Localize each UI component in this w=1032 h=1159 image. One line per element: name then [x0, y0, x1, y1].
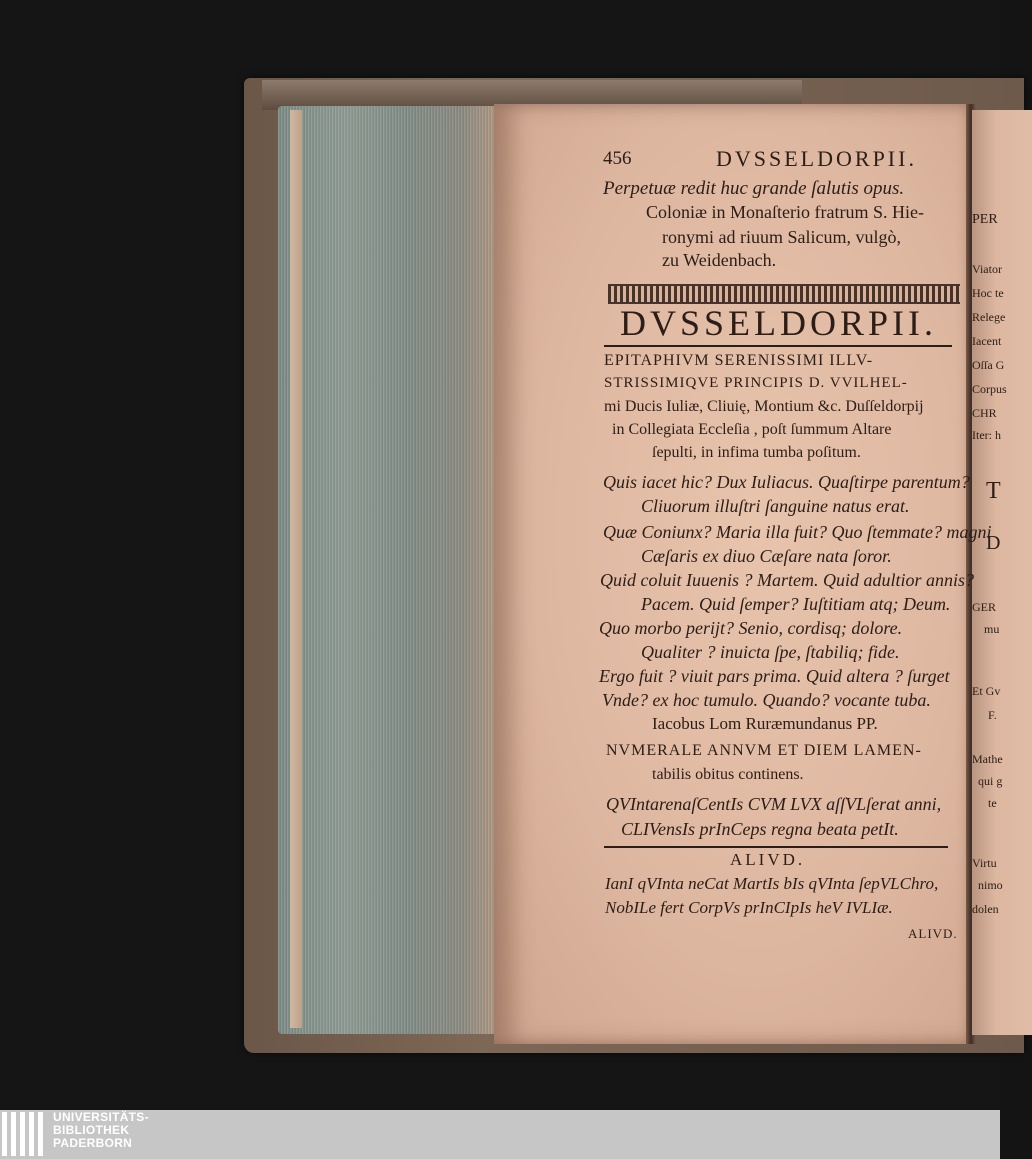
text-line: ronymi ad riuum Salicum, vulgò,: [662, 227, 901, 247]
facing-page-text: GER: [972, 600, 996, 614]
facing-page-text: dolen: [972, 902, 999, 916]
verse-line: Cæſaris ex diuo Cæſare nata ſoror.: [641, 546, 892, 566]
facing-page-text: Virtu: [972, 856, 997, 870]
signature-line: Iacobus Lom Ruræmundanus PP.: [652, 714, 878, 733]
facing-page-text: T: [986, 478, 1001, 504]
epitaph-heading-line: STRISSIMIQVE PRINCIPIS D. VVILHEL-: [604, 375, 908, 391]
aliud-heading: ALIVD.: [730, 850, 806, 869]
library-logo-icon: [2, 1112, 44, 1156]
facing-page-text: Hoc te: [972, 286, 1004, 300]
divider-rule: [604, 846, 948, 848]
library-name: [53, 1111, 149, 1150]
verse-line: Quo morbo perijt? Senio, cordisq; dolore.: [599, 618, 903, 638]
epitaph-heading-line: EPITAPHIVM SERENISSIMI ILLV-: [604, 352, 874, 369]
facing-page-text: Iter: h: [972, 428, 1001, 442]
facing-page-text: D: [986, 532, 1001, 554]
verse-line: Quæ Coniunx? Maria illa fuit? Quo ſtemmate? magni: [603, 522, 992, 542]
verse-line: Qualiter ? inuicta ſpe, ſtabiliq; fide.: [641, 642, 900, 662]
numerale-heading-line: NVMERALE ANNVM ET DIEM LAMEN-: [606, 742, 922, 759]
library-brand-bar: [0, 1110, 1000, 1159]
facing-page-text: Oſſa G: [972, 358, 1005, 372]
epitaph-heading-line: ſepulti, in infima tumba poſitum.: [652, 444, 861, 461]
facing-page-text: Corpus: [972, 382, 1007, 396]
chronogram-line: QVIntarenaſCentIs CVM LVX aſſVLſerat anni,: [606, 794, 942, 814]
page-number: 456: [603, 148, 632, 169]
aliud-line: NobILe fert CorpVs prInCIpIs heV IVLIæ.: [605, 898, 893, 917]
page-edges-block: [278, 106, 496, 1034]
chronogram-line: CLIVensIs prInCeps regna beata petIt.: [621, 819, 899, 839]
library-name-line: BIBLIOTHEK: [53, 1123, 130, 1137]
verse-line: Quis iacet hic? Dux Iuliacus. Quaſtirpe parentum?: [603, 472, 970, 492]
facing-page-text: F.: [988, 708, 997, 722]
facing-page-text: Et Gv: [972, 684, 1001, 698]
facing-page-text: te: [988, 796, 997, 810]
text-line: Coloniæ in Monaſterio fratrum S. Hie-: [646, 202, 924, 222]
verse-line: Cliuorum illuſtri ſanguine natus erat.: [641, 496, 910, 516]
ornamental-band: [608, 284, 960, 304]
facing-page-text: PER: [972, 212, 998, 227]
facing-page-text: Relege: [972, 310, 1006, 324]
facing-page-text: mu: [984, 622, 1000, 636]
running-head: DVSSELDORPII.: [716, 146, 917, 171]
epitaph-heading-line: mi Ducis Iuliæ, Cliuię, Montium &c. Duſſeldorpij: [604, 398, 924, 415]
facing-page-text: Iacent: [972, 334, 1002, 348]
facing-page: [972, 110, 1032, 1035]
page-edges-inner: [290, 110, 302, 1028]
facing-page-text: nimo: [978, 878, 1003, 892]
text-line: Perpetuæ redit huc grande ſalutis opus.: [603, 178, 905, 199]
catchword: ALIVD.: [908, 926, 958, 941]
library-name-line: UNIVERSITÄTS-: [53, 1110, 149, 1124]
numerale-heading-line: tabilis obitus continens.: [652, 766, 804, 783]
divider-rule: [604, 345, 952, 347]
facing-page-text: Mathe: [972, 752, 1003, 766]
facing-page-text: CHR: [972, 406, 997, 420]
aliud-line: IanI qVInta neCat MartIs bIs qVInta ſepVLChro,: [605, 874, 939, 893]
verse-line: Pacem. Quid ſemper? Iuſtitiam atq; Deum.: [641, 594, 951, 614]
facing-page-text: Viator: [972, 262, 1002, 276]
section-title: DVSSELDORPII.: [620, 303, 938, 343]
verse-line: Quid coluit Iuuenis ? Martem. Quid adultior annis?: [600, 570, 974, 590]
library-name-line: PADERBORN: [53, 1136, 133, 1150]
facing-page-text: qui g: [978, 774, 1003, 788]
verse-line: Ergo fuit ? viuit pars prima. Quid altera ? ſurget: [599, 666, 950, 686]
text-line: zu Weidenbach.: [662, 250, 777, 270]
epitaph-heading-line: in Collegiata Eccleſia , poſt ſummum Altare: [612, 421, 892, 438]
verse-line: Vnde? ex hoc tumulo. Quando? vocante tuba.: [602, 690, 931, 710]
